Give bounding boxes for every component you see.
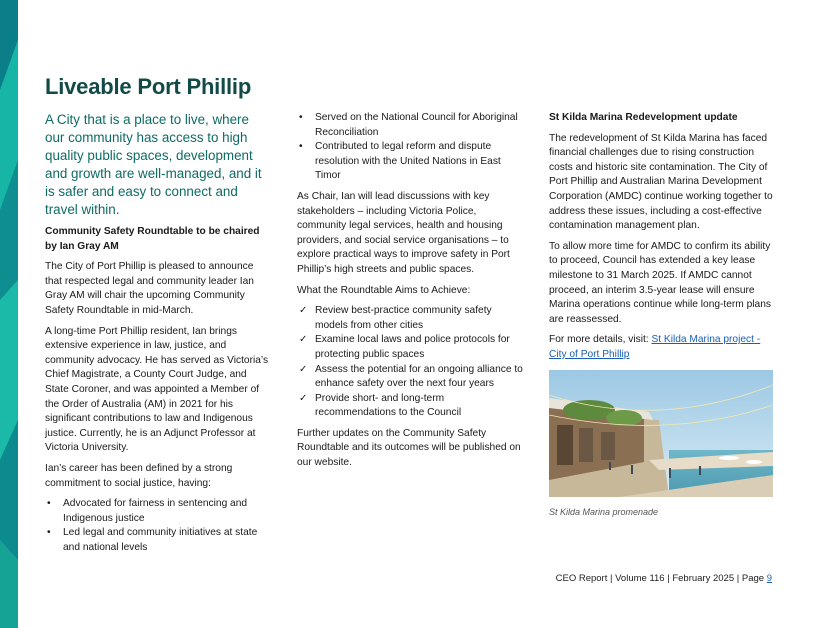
list-item: ✓ Provide short- and long-term recommendations to the Council bbox=[299, 392, 462, 419]
marina-paragraph-1: The redevelopment of St Kilda Marina has faced financial challenges due to rising construction costs and historic site contamination. The City of Port Phillip and Australian Marina Development Corporation (AMDC) continue working together to address these issues, including a cost-effective contamination management plan. bbox=[549, 132, 773, 232]
check-icon: ✓ bbox=[299, 305, 308, 317]
column-left bbox=[45, 111, 271, 561]
page-number-link[interactable]: 9 bbox=[766, 573, 772, 584]
marina-project-link[interactable]: St Kilda Marina project - City of Port Phillip bbox=[549, 334, 761, 360]
roundtable-paragraph-5: Further updates on the Community Safety Roundtable and its outcomes will be published on our website. bbox=[297, 427, 521, 469]
list-item: • Contributed to legal reform and dispute resolution with the United Nations in East Timor bbox=[299, 141, 501, 182]
footer-text: CEO Report | Volume 116 | February 2025 | Page bbox=[555, 573, 767, 584]
roundtable-paragraph-2: A long-time Port Phillip resident, Ian brings extensive experience in law, justice, and community advocacy. He has served as Victoria’s Chief Magistrate, a County Court Judge, and State Coroner, and was appointed a Member of the Order of Australia (AM) in 2021 for his significant contributions to law and Indigenous justice. Currently, he is an Adjunct Professor at Victoria University. bbox=[45, 325, 269, 454]
list-item: ✓ Review best-practice community safety models from other cities bbox=[299, 305, 492, 331]
marina-heading: St Kilda Marina Redevelopment update bbox=[549, 112, 738, 123]
aims-intro: What the Roundtable Aims to Achieve: bbox=[297, 284, 471, 296]
more-details-label: For more details, visit: bbox=[549, 334, 652, 346]
roundtable-heading: Community Safety Roundtable to be chaired by Ian Gray AM bbox=[45, 226, 260, 252]
career-list-continued bbox=[297, 111, 523, 184]
career-list bbox=[45, 497, 271, 555]
page-title: Liveable Port Phillip bbox=[45, 74, 252, 99]
marina-paragraph-2: To allow more time for AMDC to confirm its ability to proceed, Council has extended a key lease milestone to 31 March 2025. If AMDC cannot proceed, an interim 3.5-year lease will ensure Marina operations continue while long-term plans are reassessed. bbox=[549, 240, 771, 325]
photo-caption: St Kilda Marina promenade bbox=[549, 506, 659, 517]
page-footer bbox=[556, 573, 772, 584]
roundtable-paragraph-1: The City of Port Phillip is pleased to announce that respected legal and community leader Ian Gray AM will chair the upcoming Community Safety Roundtable in mid-March. bbox=[45, 261, 254, 316]
decorative-sidebar bbox=[0, 0, 18, 628]
aims-list bbox=[297, 304, 523, 421]
marina-more-details bbox=[549, 333, 775, 362]
intro-statement: A City that is a place to live, where our community has access to high quality public spaces, development and growth are well-managed, and it is safer and easy to connect and travel within. bbox=[45, 112, 262, 217]
list-item: • Led legal and community initiatives at state and national levels bbox=[47, 527, 258, 553]
check-icon: ✓ bbox=[299, 363, 308, 375]
list-item: ✓ Assess the potential for an ongoing alliance to enhance safety over the next four years bbox=[299, 363, 523, 390]
check-icon: ✓ bbox=[299, 392, 308, 404]
marina-promenade-photo bbox=[549, 370, 773, 497]
bullet-icon: • bbox=[47, 527, 51, 539]
bullet-icon: • bbox=[47, 498, 51, 510]
list-item: • Advocated for fairness in sentencing and Indigenous justice bbox=[47, 498, 248, 524]
check-icon: ✓ bbox=[299, 334, 308, 346]
column-right bbox=[549, 111, 775, 519]
bullet-icon: • bbox=[299, 141, 303, 153]
roundtable-paragraph-3: Ian’s career has been defined by a strong commitment to social justice, having: bbox=[45, 462, 233, 489]
roundtable-paragraph-4: As Chair, Ian will lead discussions with key stakeholders – including Victoria Police, community legal services, health and housing providers, and social service organisations – to explore practical ways to improve safety in Port Phillip’s high streets and public spaces. bbox=[297, 190, 510, 275]
bullet-icon: • bbox=[299, 112, 303, 123]
list-item: • Served on the National Council for Aboriginal Reconciliation bbox=[299, 112, 518, 138]
column-middle bbox=[297, 111, 523, 477]
list-item: ✓ Examine local laws and police protocols for protecting public spaces bbox=[299, 334, 510, 360]
